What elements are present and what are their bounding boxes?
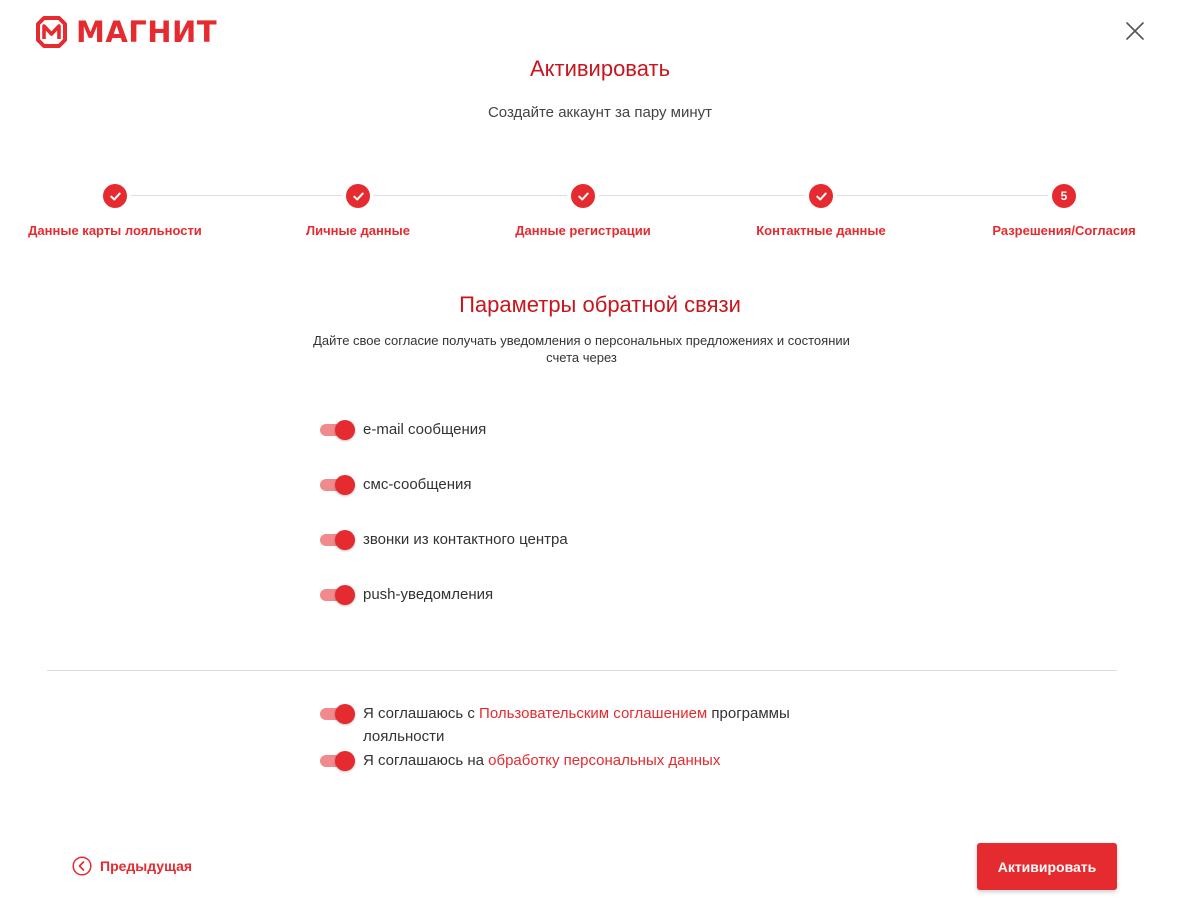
calls-toggle-label: звонки из контактного центра bbox=[363, 531, 568, 548]
step-5-label: Разрешения/Согласия bbox=[992, 223, 1136, 238]
user-agreement-text: Я соглашаюсь с Пользовательским соглашением программы лояльности bbox=[363, 705, 790, 745]
personal-data-toggle[interactable] bbox=[320, 750, 356, 772]
step-1-label: Данные карты лояльности bbox=[28, 223, 202, 238]
personal-data-row bbox=[320, 750, 843, 772]
personal-data-link[interactable]: обработку персональных данных bbox=[488, 752, 721, 769]
sms-toggle-label: смс-сообщения bbox=[363, 476, 472, 493]
chevron-left-circle-icon bbox=[72, 856, 92, 876]
email-toggle-label: e-mail сообщения bbox=[363, 421, 487, 438]
calls-toggle-row bbox=[320, 529, 568, 551]
sms-toggle[interactable] bbox=[320, 474, 356, 496]
step-5-number: 5 bbox=[1052, 184, 1076, 208]
step-2-label: Личные данные bbox=[306, 223, 410, 238]
brand-logo bbox=[35, 15, 217, 49]
step-2-check-icon bbox=[346, 184, 370, 208]
page-title: Активировать bbox=[529, 56, 671, 81]
page-subtitle: Создайте аккаунт за пару минут bbox=[487, 104, 713, 121]
push-toggle[interactable] bbox=[320, 584, 356, 606]
divider bbox=[47, 670, 1117, 671]
push-toggle-row bbox=[320, 584, 493, 606]
user-agreement-row bbox=[320, 703, 843, 748]
step-1-check-icon bbox=[103, 184, 127, 208]
push-toggle-label: push-уведомления bbox=[363, 586, 494, 603]
previous-label: Предыдущая bbox=[100, 858, 193, 874]
step-4-check-icon bbox=[809, 184, 833, 208]
step-4-label: Контактные данные bbox=[756, 223, 886, 238]
email-toggle-row bbox=[320, 419, 486, 441]
feedback-description: Дайте свое согласие получать уведомления о персональных предложениях и состоянии счета через bbox=[313, 333, 850, 365]
activate-button[interactable]: Активировать bbox=[977, 843, 1117, 890]
calls-toggle[interactable] bbox=[320, 529, 356, 551]
personal-data-text: Я соглашаюсь на обработку персональных данных bbox=[363, 752, 721, 769]
previous-button[interactable] bbox=[72, 856, 192, 876]
sms-toggle-row bbox=[320, 474, 472, 496]
step-3-check-icon bbox=[571, 184, 595, 208]
feedback-title: Параметры обратной связи bbox=[459, 292, 741, 317]
close-button[interactable] bbox=[1124, 20, 1146, 42]
magnit-logo-icon bbox=[35, 15, 68, 49]
step-3-label: Данные регистрации bbox=[515, 223, 651, 238]
close-icon bbox=[1124, 20, 1146, 42]
email-toggle[interactable] bbox=[320, 419, 356, 441]
user-agreement-link[interactable]: Пользовательским соглашением bbox=[479, 705, 708, 722]
user-agreement-toggle[interactable] bbox=[320, 703, 356, 725]
brand-name: МАГНИТ bbox=[76, 15, 218, 49]
